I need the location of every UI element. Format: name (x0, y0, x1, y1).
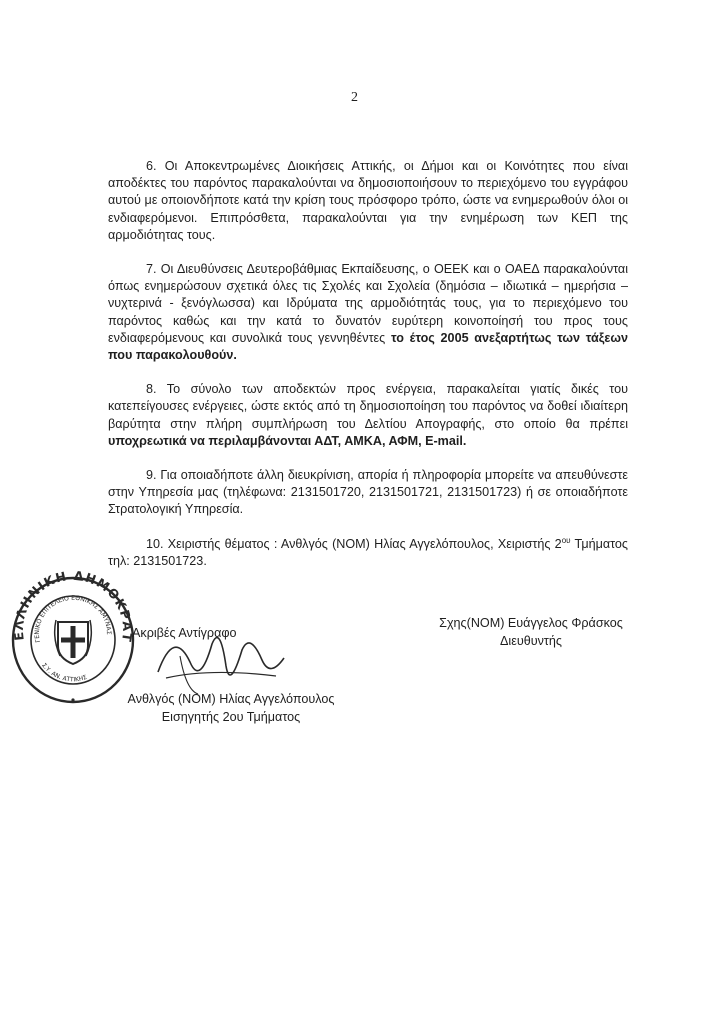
coat-of-arms-icon (55, 620, 92, 664)
paragraph-8 (108, 381, 628, 450)
seal-inner-text: ΓΕΝΙΚΟ ΕΠΙΤΕΛΕΙΟ ΕΘΝΙΚΗΣ ΑΜΥΝΑΣ (33, 594, 113, 644)
rapporteur-name: Ανθλγός (ΝΟΜ) Ηλίας Αγγελόπουλος (127, 692, 335, 706)
director-role: Διευθυντής (500, 634, 562, 648)
director-signature-block (396, 614, 666, 650)
seal-outer-text: ΕΛΛΗΝΙΚΗ ΔΗΜΟΚΡΑΤ (10, 567, 136, 644)
true-copy-note: Ακριβές Αντίγραφο (132, 626, 237, 640)
paragraph-7-text: 7. Οι Διευθύνσεις Δευτεροβάθμιας Εκπαίδευσης, ο ΟΕΕΚ και ο ΟΑΕΔ παρακαλούνται όπως ενημερώσουν σχετικά όλες τις Σχολές και Σχολεία (δημόσια – ιδιωτικά – ημερήσια – νυχτερινά - ξενόγλωσσα) και Ιδρύματα της αρμοδιότητάς τους, για το περιεχόμενο του παρόντος καθώς και την κατά το δυνατόν ευρύτερη κοινοποίησή του προς τους ενδιαφερόμενους και συνολικά τους γεννηθέντες (108, 262, 628, 345)
paragraph-9-text: 9. Για οποιαδήποτε άλλη διευκρίνιση, απορία ή πληροφορία μπορείτε να απευθύνεστε στην Υπηρεσία μας (τηλέφωνα: 2131501720, 2131501721, 2131501723) ή σε οποιαδήποτε Στρατολογική Υπηρεσία. (108, 468, 628, 517)
page-number: 2 (351, 90, 358, 105)
paragraph-10-text: 10. Χειριστής θέματος : Ανθλγός (ΝΟΜ) Ηλίας Αγγελόπουλος, Χειριστής 2 (146, 536, 562, 551)
paragraph-6 (108, 158, 628, 244)
paragraph-7-bold: το έτος 2005 ανεξαρτήτως των τάξεων που παρακολουθούν. (108, 330, 629, 363)
paragraph-9 (108, 467, 628, 519)
seal-bottom-text: Σ.Υ. ΑΝ. ΑΤΤΙΚΗΣ (40, 661, 88, 684)
paragraph-8-bold: υποχρεωτικά να περιλαμβάνονται ΑΔΤ, ΑΜΚΑ, ΑΦΜ, E-mail. (108, 433, 467, 448)
rapporteur-role: Εισηγητής 2ου Τμήματος (161, 710, 301, 724)
paragraph-10 (108, 536, 628, 570)
seal-svg (6, 560, 138, 706)
paragraph-8-text: 8. Το σύνολο των αποδεκτών προς ενέργεια, παρακαλείται γιατίς δικές του κατεπείγουσες ενέργειες, ώστε εκτός από τη δημοσιοποίηση του παρόντος να δοθεί ιδιαίτερη βαρύτητα στην πλήρη συμπλήρωση του Δελτίου Απογραφής, στο οποίο θα πρέπει (108, 382, 628, 431)
official-seal-stamp (6, 560, 138, 706)
rapporteur-signature-block (86, 690, 376, 726)
director-name: Σχης(ΝΟΜ) Ευάγγελος Φράσκος (439, 616, 623, 630)
handwritten-signature-icon (150, 620, 290, 700)
seal-star-icon (71, 698, 74, 701)
paragraph-7 (108, 261, 628, 364)
paragraph-10-superscript: ου (561, 535, 571, 545)
svg-text:Σ.Υ. ΑΝ. ΑΤΤΙΚΗΣ (40, 662, 88, 683)
paragraph-6-text: 6. Οι Αποκεντρωμένες Διοικήσεις Αττικής, οι Δήμοι και οι Κοινότητες που είναι αποδέκτες του παρόντος παρακαλούνται να δημοσιοποιήσουν το περιεχόμενο του εγγράφου αυτού με οποιονδήποτε κατά την κρίση τους πρόσφορο τρόπο, ώστε να ενημερωθούν όλοι οι ενδιαφερόμενοι. Επιπρόσθετα, παρακαλούνται για την ενημέρωση των ΚΕΠ της αρμοδιότητας τους. (108, 159, 628, 242)
paragraph-10-tail: Τμήματος τηλ: 2131501723. (108, 536, 628, 568)
document-body (108, 158, 628, 570)
